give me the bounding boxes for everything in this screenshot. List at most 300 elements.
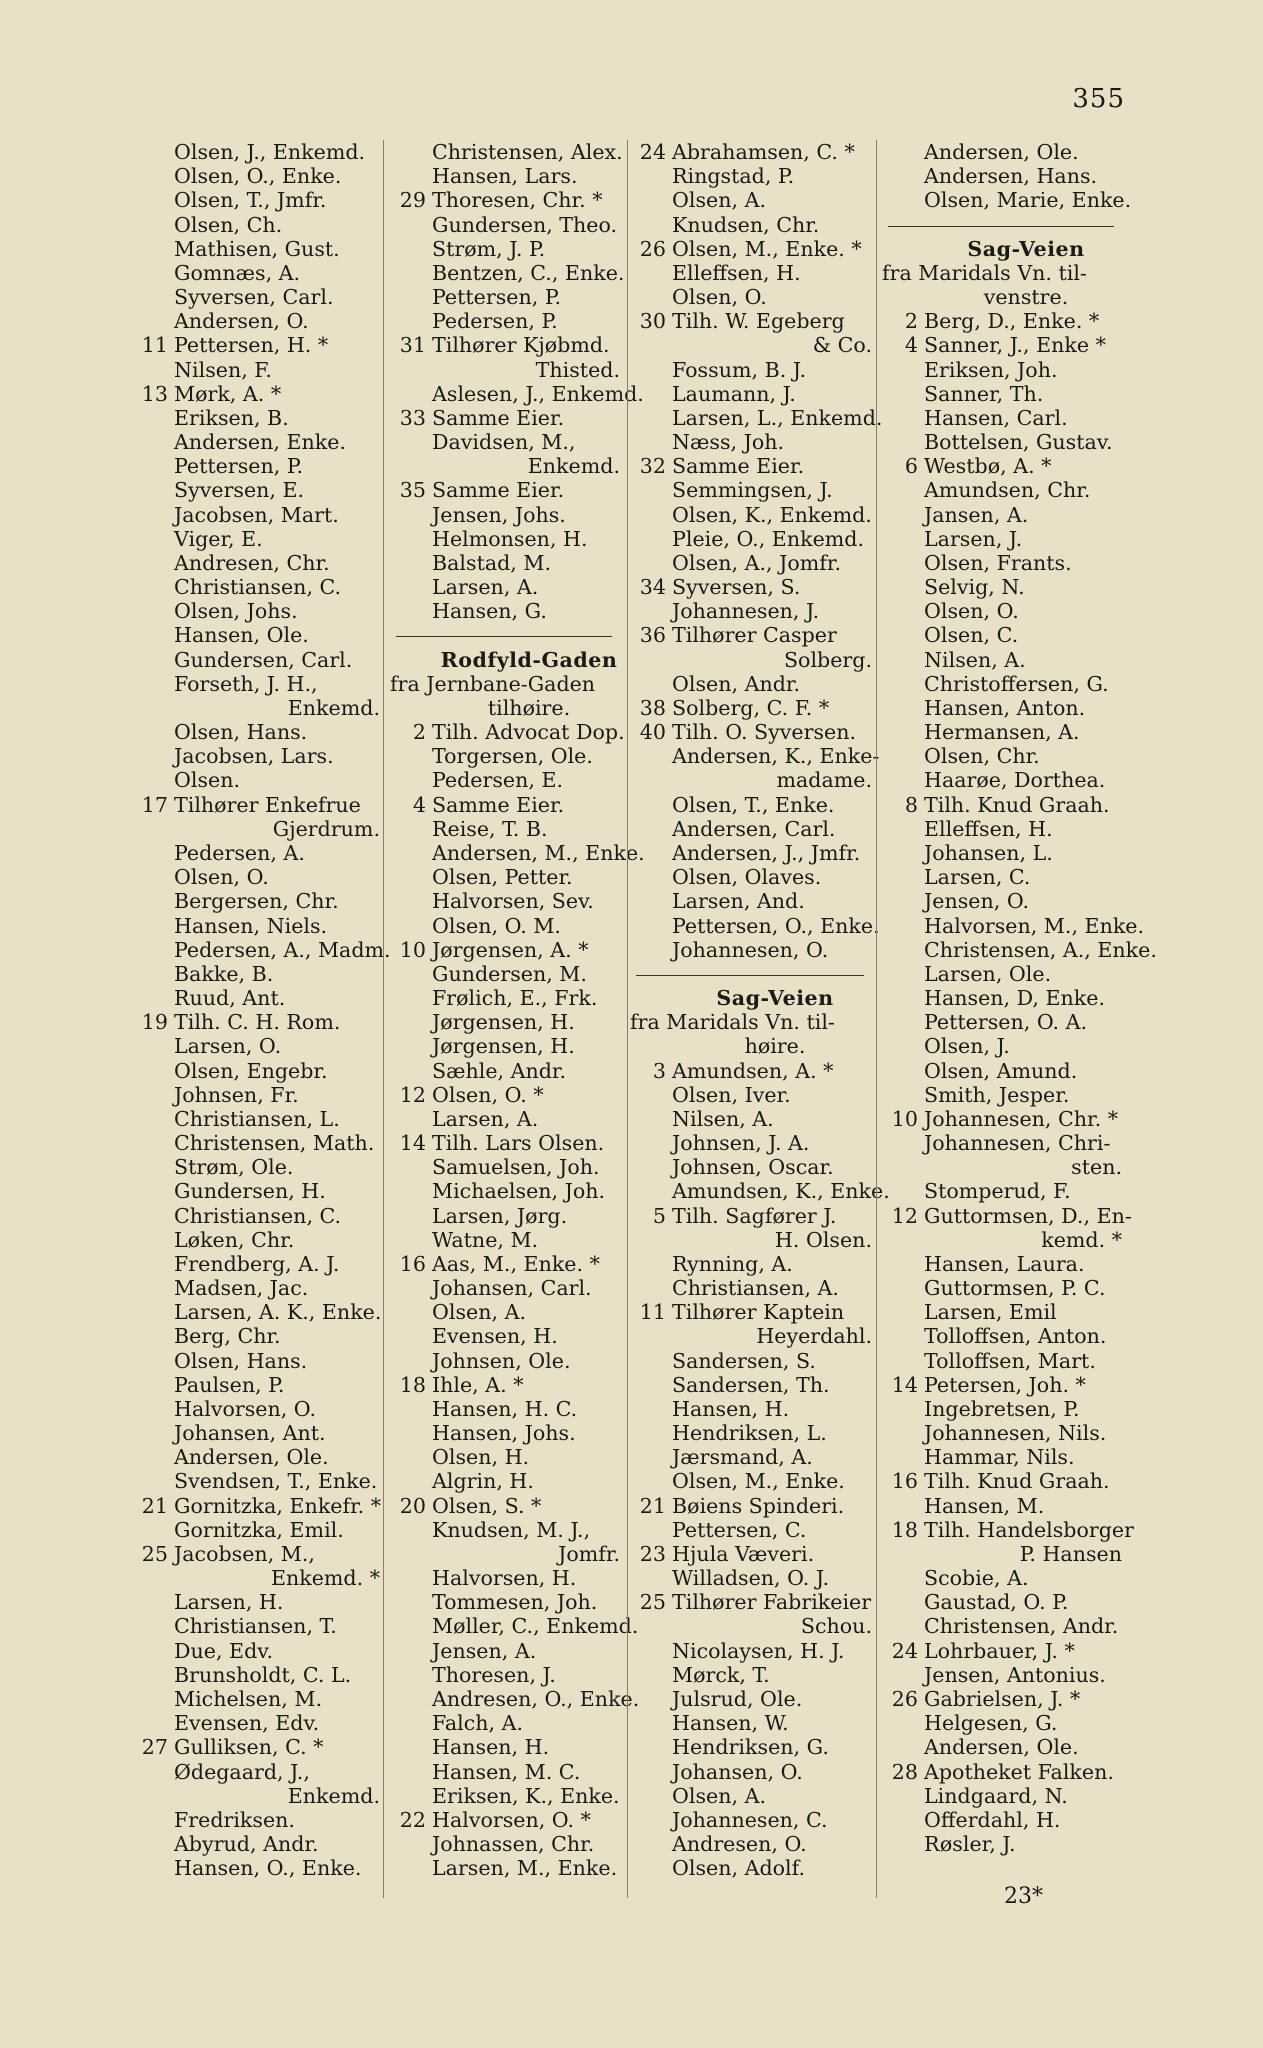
directory-entry: [878, 1808, 1128, 1832]
directory-entry: [626, 1421, 878, 1445]
directory-entry: [878, 1179, 1128, 1203]
entry-text: Tilhører Kaptein: [672, 1300, 845, 1325]
entry-text: H. Olsen.: [774, 1227, 872, 1252]
directory-entry: [626, 1494, 878, 1518]
directory-entry: [626, 623, 878, 647]
directory-entry: [626, 889, 878, 913]
entry-text: Larsen, L., Enkemd.: [672, 405, 883, 430]
directory-entry: [878, 1373, 1128, 1397]
directory-entry: [128, 962, 386, 986]
entry-text: Jomfr.: [558, 1541, 620, 1566]
house-number: 36: [639, 623, 666, 648]
entry-text: Olsen, O.: [174, 865, 269, 890]
entry-text: Jacobsen, M.,: [174, 1541, 315, 1566]
entry-text: Pettersen, H. *: [174, 333, 329, 358]
directory-entry: [878, 1252, 1128, 1276]
entry-text: Berg, Chr.: [174, 1324, 281, 1349]
directory-entry: [128, 841, 386, 865]
house-number: 20: [399, 1493, 426, 1518]
directory-entry: [878, 1566, 1128, 1590]
house-number: 12: [891, 1203, 918, 1228]
entry-text: Johannesen, J.: [672, 599, 820, 624]
directory-entry: [128, 672, 386, 696]
entry-text: Samme Eier.: [672, 454, 805, 479]
entry-text: Gaustad, O. P.: [924, 1590, 1069, 1615]
entry-text: Samuelsen, Joh.: [432, 1155, 600, 1180]
entry-text: Eriksen, B.: [174, 405, 289, 430]
directory-entry: [878, 1542, 1128, 1566]
directory-entry: [878, 937, 1157, 962]
entry-text: Sanner, Th.: [924, 381, 1044, 406]
entry-text: Syversen, Carl.: [174, 285, 334, 310]
street-direction: [386, 696, 626, 720]
directory-entry: [386, 938, 626, 962]
entry-text: Amundsen, K., Enke.: [672, 1179, 890, 1204]
directory-entry: [386, 527, 626, 551]
house-number: 12: [399, 1082, 426, 1107]
entry-text: Hansen, H.: [432, 1735, 550, 1760]
entry-text: Olsen, Adolf.: [672, 1856, 806, 1881]
entry-text: Andersen, O.: [174, 309, 309, 334]
entry-text: Olsen, O.: [924, 599, 1019, 624]
directory-entry: [386, 188, 626, 212]
entry-text: Syversen, S.: [672, 575, 801, 600]
entry-text: Davidsen, M.,: [432, 430, 576, 455]
directory-entry: [626, 1590, 878, 1614]
directory-entry: [878, 164, 1128, 188]
directory-entry: [878, 333, 1128, 357]
directory-entry: [878, 1107, 1128, 1131]
entry-text: Bentzen, C., Enke.: [432, 260, 625, 285]
directory-entry: [626, 1663, 878, 1687]
directory-entry: [626, 1735, 878, 1759]
directory-entry: [128, 1445, 386, 1469]
entry-text: Larsen, Jørg.: [432, 1203, 568, 1228]
directory-entry: [386, 1107, 626, 1131]
house-number: 11: [639, 1300, 666, 1325]
entry-text: Christiansen, L.: [174, 1106, 340, 1131]
entry-text: Syversen, E.: [174, 478, 305, 503]
house-number: 16: [399, 1251, 426, 1276]
directory-entry: [128, 1204, 386, 1228]
entry-text: Pedersen, P.: [432, 309, 558, 334]
directory-entry: [878, 1083, 1128, 1107]
house-number: 23: [639, 1541, 666, 1566]
entry-text: Tilh. Knud Graah.: [924, 1469, 1110, 1494]
directory-entry: [128, 164, 386, 188]
directory-entry: [626, 551, 878, 575]
entry-text: Halvorsen, O. *: [432, 1807, 591, 1832]
entry-text: Hansen, W.: [672, 1711, 789, 1736]
entry-text: Gulliksen, C. *: [174, 1735, 324, 1760]
entry-text: Smith, Jesper.: [924, 1082, 1070, 1107]
directory-entry: [626, 405, 883, 430]
house-number: 19: [141, 1010, 168, 1035]
directory-entry: [386, 962, 626, 986]
directory-entry: [878, 430, 1128, 454]
entry-text: Scobie, A.: [924, 1566, 1029, 1591]
entry-text: Olsen, C.: [924, 623, 1019, 648]
directory-entry: [386, 1639, 626, 1663]
entry-text: Pettersen, O. A.: [924, 1010, 1087, 1035]
directory-entry: [128, 1469, 386, 1493]
directory-entry: [128, 1397, 386, 1421]
directory-entry: [878, 1131, 1128, 1155]
house-number: 35: [399, 478, 426, 503]
section-divider: [626, 962, 878, 986]
entry-text: Tolloffsen, Mart.: [924, 1348, 1096, 1373]
signature-mark: 23*: [1004, 1884, 1043, 1909]
entry-text: Hammar, Nils.: [924, 1445, 1075, 1470]
directory-entry: [878, 1614, 1128, 1638]
directory-entry: [626, 672, 878, 696]
directory-entry: [626, 720, 878, 744]
entry-text: Løken, Chr.: [174, 1227, 295, 1252]
directory-entry: [878, 551, 1128, 575]
entry-text: Stomperud, F.: [924, 1179, 1071, 1204]
directory-entry: [386, 817, 626, 841]
entry-text: Tilh. Sagfører J.: [672, 1203, 837, 1228]
entry-text: Helmonsen, H.: [432, 526, 588, 551]
directory-entry: [878, 1663, 1128, 1687]
entry-text: Frendberg, A. J.: [174, 1251, 340, 1276]
section-divider: [386, 623, 626, 647]
house-number: 4: [904, 333, 918, 358]
directory-entry: [386, 333, 626, 357]
entry-text: Michelsen, M.: [174, 1687, 322, 1711]
directory-entry: [128, 623, 386, 647]
directory-entry: [386, 1494, 626, 1518]
entry-text: Due, Edv.: [174, 1638, 274, 1663]
directory-entry: [128, 1808, 386, 1832]
house-number: 14: [399, 1131, 426, 1156]
entry-text: Nilsen, F.: [174, 357, 272, 382]
entry-text: Gabrielsen, J. *: [924, 1687, 1081, 1711]
directory-entry: [128, 1760, 386, 1784]
entry-text: Torgersen, Ole.: [432, 744, 593, 769]
entry-text: Elleffsen, H.: [924, 816, 1053, 841]
entry-text: Jensen, Antonius.: [924, 1662, 1106, 1687]
entry-text: Larsen, A. K., Enke.: [174, 1300, 382, 1325]
entry-text: Olsen, Iver.: [672, 1082, 791, 1107]
directory-entry: [128, 358, 386, 382]
directory-entry: [626, 454, 878, 478]
entry-text: Nilsen, A.: [672, 1106, 774, 1131]
entry-text: Gornitzka, Enkefr. *: [174, 1493, 382, 1518]
house-number: 6: [904, 454, 918, 479]
entry-text: Hansen, G.: [432, 599, 547, 624]
directory-entry: [626, 1760, 878, 1784]
directory-entry: [878, 1276, 1128, 1300]
directory-entry: [878, 865, 1128, 889]
directory-entry: [386, 1760, 626, 1784]
directory-entry: [128, 1059, 386, 1083]
entry-text: Brunsholdt, C. L.: [174, 1662, 352, 1687]
directory-entry: [386, 793, 626, 817]
entry-text: Johansen, L.: [924, 840, 1053, 865]
entry-text: Jærsmand, A.: [672, 1445, 813, 1470]
entry-text: Olsen, O. M.: [432, 913, 561, 938]
entry-text: fra Maridals Vn. til-: [882, 260, 1087, 285]
directory-column-1: [128, 140, 391, 1881]
entry-text: Schou.: [800, 1614, 872, 1639]
entry-text: Johannesen, Chri-: [924, 1131, 1111, 1156]
directory-entry: [128, 1832, 386, 1856]
entry-text: Olsen.: [174, 768, 241, 793]
directory-entry: [626, 648, 878, 672]
directory-entry: [128, 1034, 386, 1058]
directory-entry: [128, 1566, 386, 1590]
directory-entry: [386, 1155, 626, 1179]
directory-entry: [128, 527, 386, 551]
directory-entry: [878, 672, 1128, 696]
entry-text: Guttormsen, P. C.: [924, 1276, 1106, 1301]
directory-entry: [386, 1711, 626, 1735]
house-number: 8: [904, 792, 918, 817]
directory-entry: [128, 865, 386, 889]
directory-entry: [128, 1010, 386, 1034]
directory-entry: [626, 914, 878, 938]
entry-text: Johannesen, O.: [672, 937, 829, 962]
entry-text: Tilh. W. Egeberg: [672, 309, 845, 334]
entry-text: Viger, E.: [174, 526, 263, 551]
directory-entry: [386, 1518, 626, 1542]
house-number: 24: [891, 1638, 918, 1663]
entry-text: Tilh. Knud Graah.: [924, 792, 1110, 817]
directory-entry: [128, 430, 386, 454]
entry-text: Eriksen, Joh.: [924, 357, 1058, 382]
directory-entry: [128, 696, 386, 720]
entry-text: Bergersen, Chr.: [174, 889, 339, 914]
entry-text: Gornitzka, Emil.: [174, 1517, 344, 1542]
directory-entry: [878, 1687, 1128, 1711]
directory-entry: [626, 309, 878, 333]
house-number: 21: [141, 1493, 168, 1518]
entry-text: Olsen, M., Enke.: [672, 1469, 845, 1494]
entry-text: Thoresen, J.: [432, 1662, 556, 1687]
entry-text: Næss, Joh.: [672, 430, 785, 455]
directory-entry: [626, 1300, 878, 1324]
directory-entry: [128, 793, 386, 817]
directory-entry: [626, 817, 878, 841]
directory-entry: [626, 503, 878, 527]
page-number: 355: [1072, 84, 1125, 114]
entry-text: Elleffsen, H.: [672, 260, 801, 285]
entry-text: Jensen, Johs.: [432, 502, 566, 527]
directory-entry: [878, 889, 1128, 913]
entry-text: Samme Eier.: [432, 478, 565, 503]
directory-entry: [878, 817, 1128, 841]
entry-text: Tilh. Handelsborger: [924, 1517, 1134, 1542]
directory-entry: [878, 1324, 1128, 1348]
directory-entry: [878, 382, 1128, 406]
directory-entry: [386, 1808, 626, 1832]
directory-entry: [626, 1784, 878, 1808]
directory-entry: [878, 768, 1128, 792]
entry-text: Pettersen, C.: [672, 1517, 807, 1542]
directory-entry: [626, 599, 878, 623]
directory-entry: [128, 1518, 386, 1542]
entry-text: Christensen, Andr.: [924, 1614, 1119, 1639]
directory-entry: [128, 986, 386, 1010]
directory-entry: [626, 213, 878, 237]
house-number: 28: [891, 1759, 918, 1784]
directory-entry: [626, 1639, 878, 1663]
entry-text: sten.: [1071, 1155, 1122, 1180]
directory-entry: [128, 1639, 386, 1663]
directory-entry: [878, 1517, 1134, 1542]
directory-entry: [128, 1542, 386, 1566]
entry-text: Johannesen, Chr. *: [924, 1106, 1119, 1131]
entry-text: Hansen, D, Enke.: [924, 986, 1105, 1011]
entry-text: Pleie, O., Enkemd.: [672, 526, 865, 551]
entry-text: Andersen, K., Enke-: [672, 744, 880, 769]
directory-entry: [878, 1832, 1128, 1856]
entry-text: Berg, D., Enke. *: [924, 309, 1100, 334]
directory-entry: [878, 1445, 1128, 1469]
directory-entry: [386, 720, 626, 744]
directory-entry: [386, 358, 626, 382]
directory-entry: [386, 164, 626, 188]
directory-entry: [386, 1421, 626, 1445]
directory-entry: [128, 937, 391, 962]
directory-entry: [878, 188, 1132, 213]
directory-entry: [128, 1590, 386, 1614]
entry-text: Guttormsen, D., En-: [924, 1203, 1132, 1228]
directory-entry: [626, 1324, 878, 1348]
directory-entry: [878, 1397, 1128, 1421]
entry-text: Halvorsen, Sev.: [432, 889, 594, 914]
house-number: 30: [639, 309, 666, 334]
entry-text: Jacobsen, Lars.: [174, 744, 334, 769]
directory-entry: [626, 696, 878, 720]
entry-text: Andresen, Chr.: [174, 550, 330, 575]
directory-entry: [386, 865, 626, 889]
entry-text: Sag-Veien: [967, 236, 1085, 261]
entry-text: Gundersen, Carl.: [174, 647, 353, 672]
entry-text: Hansen, Carl.: [924, 405, 1068, 430]
entry-text: Hansen, Lars.: [432, 164, 578, 189]
directory-entry: [878, 1784, 1128, 1808]
directory-entry: [878, 478, 1128, 502]
entry-text: Reise, T. B.: [432, 816, 548, 841]
directory-entry: [128, 309, 386, 333]
directory-entry: [878, 1421, 1128, 1445]
directory-entry: [128, 1228, 386, 1252]
directory-entry: [386, 1276, 626, 1300]
entry-text: Samme Eier.: [432, 792, 565, 817]
directory-entry: [128, 744, 386, 768]
directory-entry: [128, 1349, 386, 1373]
entry-text: Olsen, S. *: [432, 1493, 542, 1518]
street-heading: [386, 648, 626, 672]
entry-text: venstre.: [983, 285, 1069, 310]
entry-text: Eriksen, K., Enke.: [432, 1783, 620, 1808]
entry-text: Hjula Væveri.: [672, 1541, 815, 1566]
directory-entry: [386, 1687, 640, 1711]
entry-text: Solberg.: [783, 647, 872, 672]
directory-entry: [626, 1276, 878, 1300]
entry-text: tilhøire.: [487, 695, 571, 720]
street-direction: [878, 285, 1128, 309]
entry-text: Larsen, A.: [432, 1106, 539, 1131]
entry-text: Andersen, Ole.: [924, 140, 1079, 164]
entry-text: Bakke, B.: [174, 961, 274, 986]
entry-text: Larsen, M., Enke.: [432, 1856, 618, 1881]
house-number: 18: [891, 1517, 918, 1542]
entry-text: Olsen, O. *: [432, 1082, 544, 1107]
directory-entry: [128, 1711, 386, 1735]
directory-entry: [386, 454, 626, 478]
entry-text: Ringstad, P.: [672, 164, 795, 189]
directory-entry: [626, 1083, 878, 1107]
directory-entry: [878, 1155, 1128, 1179]
house-number: 34: [639, 575, 666, 600]
directory-entry: [626, 478, 878, 502]
directory-entry: [626, 768, 878, 792]
directory-entry: [878, 696, 1128, 720]
entry-text: Tilhører Enkefrue: [174, 792, 361, 817]
column-rule: [876, 140, 877, 1898]
directory-entry: [626, 261, 878, 285]
entry-text: Pettersen, O., Enke.: [672, 913, 880, 938]
directory-entry: [626, 865, 878, 889]
entry-text: Hendriksen, L.: [672, 1421, 827, 1446]
entry-text: Olsen, A.: [432, 1300, 526, 1325]
directory-entry: [626, 1566, 878, 1590]
entry-text: Amundsen, A. *: [672, 1058, 834, 1083]
entry-text: Lohrbauer, J. *: [924, 1638, 1075, 1663]
entry-text: Nicolaysen, H. J.: [672, 1638, 845, 1663]
entry-text: Selvig, N.: [924, 575, 1025, 600]
directory-entry: [128, 140, 386, 164]
entry-text: Thoresen, Chr. *: [432, 188, 603, 213]
directory-entry: [386, 744, 626, 768]
entry-text: Johannesen, Nils.: [924, 1421, 1107, 1446]
house-number: 14: [891, 1372, 918, 1397]
directory-entry: [878, 1228, 1128, 1252]
directory-entry: [386, 478, 626, 502]
directory-entry: [128, 720, 386, 744]
directory-entry: [878, 1300, 1128, 1324]
entry-text: Larsen, Emil: [924, 1300, 1057, 1325]
directory-entry: [878, 309, 1128, 333]
entry-text: Olsen, Hans.: [174, 720, 308, 745]
entry-text: Westbø, A. *: [924, 454, 1052, 479]
entry-text: Frølich, E., Frk.: [432, 986, 598, 1011]
directory-entry: [878, 454, 1128, 478]
directory-entry: [386, 1252, 626, 1276]
entry-text: Andersen, Hans.: [924, 164, 1098, 189]
directory-entry: [878, 1590, 1128, 1614]
directory-entry: [386, 1784, 626, 1808]
directory-entry: [386, 1131, 626, 1155]
directory-entry: [128, 237, 386, 261]
entry-text: Hansen, M. C.: [432, 1759, 581, 1784]
entry-text: Johannesen, C.: [672, 1807, 828, 1832]
entry-text: Christensen, A., Enke.: [924, 937, 1157, 962]
entry-text: Andersen, J., Jmfr.: [672, 840, 861, 865]
entry-text: Tolloffsen, Anton.: [924, 1324, 1107, 1349]
directory-entry: [878, 503, 1128, 527]
directory-entry: [386, 1179, 626, 1203]
directory-entry: [626, 1397, 878, 1421]
house-number: 27: [141, 1735, 168, 1760]
directory-entry: [386, 430, 626, 454]
house-number: 4: [412, 792, 426, 817]
house-number: 17: [141, 792, 168, 817]
entry-text: Algrin, H.: [432, 1469, 534, 1494]
